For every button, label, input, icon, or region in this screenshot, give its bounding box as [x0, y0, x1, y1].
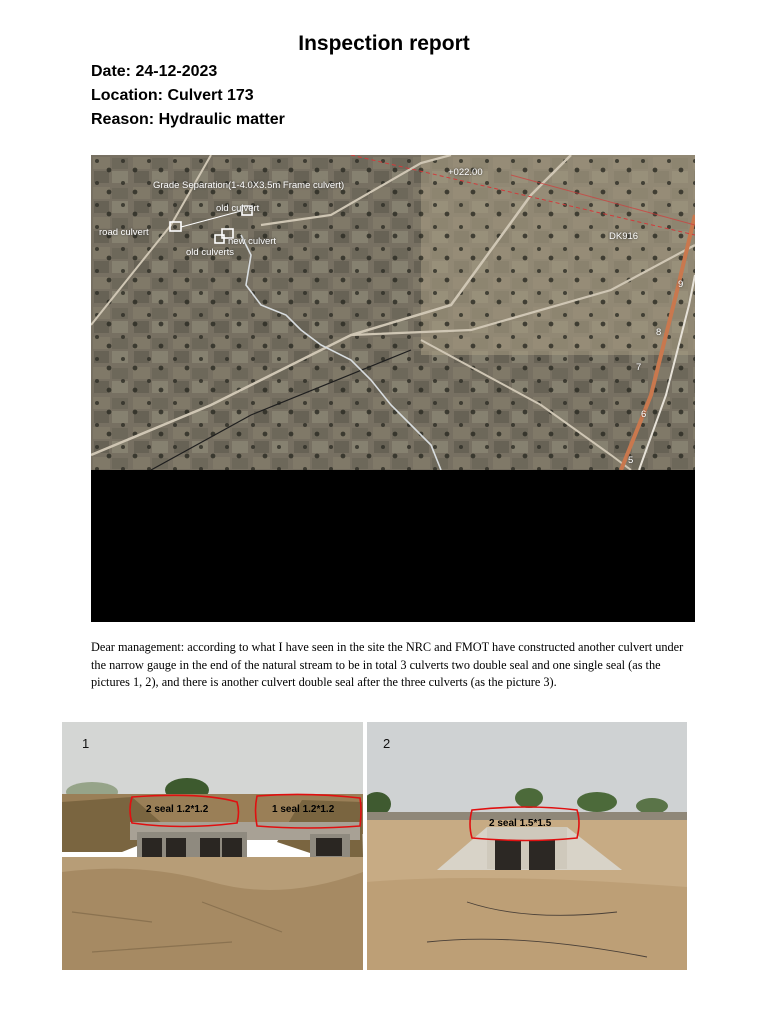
map-label-new-culvert: new culvert [228, 236, 277, 247]
map-label-km-8: 8 [656, 327, 662, 338]
map-label-km-7: 7 [636, 362, 642, 373]
culvert-photo-2-image [367, 722, 687, 970]
satellite-map-image [91, 155, 695, 470]
report-reason: Reason: Hydraulic matter [91, 111, 285, 128]
report-location: Location: Culvert 173 [91, 87, 254, 104]
map-label-old-culverts: old culverts [186, 247, 235, 258]
map-label-dk: DK916 [609, 231, 639, 242]
map-label-km-5: 5 [628, 455, 634, 466]
map-label-road-culvert: road culvert [99, 227, 149, 238]
culvert-photo-1-image [62, 722, 363, 970]
map-label-old-culvert: old culvert [216, 203, 260, 214]
photo-1-seal-label-double: 2 seal 1.2*1.2 [146, 804, 209, 815]
report-title: Inspection report [298, 32, 470, 55]
photo-1 [62, 722, 363, 970]
photo-2 [367, 722, 687, 970]
map-label-km-9: 9 [678, 279, 684, 290]
map-label-chainage: +022.00 [448, 167, 483, 178]
map-label-km-6: 6 [641, 409, 647, 420]
map-label-grade-separation: Grade Separation(1-4.0X3.5m Frame culvert) [153, 180, 345, 191]
report-body-paragraph: Dear management: according to what I have seen in the site the NRC and FMOT have constructed another culvert under the narrow gauge in the end of the natural stream to be in total 3 culverts two double seal and one single seal (as the pictures 1, 2), and there is another culvert double seal after the three culverts (as the picture 3). [91, 640, 684, 689]
photo-1-seal-label-single: 1 seal 1.2*1.2 [272, 804, 335, 815]
photo-2-seal-label-double: 2 seal 1.5*1.5 [489, 818, 552, 829]
photo-1-number: 1 [82, 736, 90, 751]
photo-2-number: 2 [383, 736, 391, 751]
satellite-map [91, 155, 695, 622]
report-date: Date: 24-12-2023 [91, 63, 218, 80]
